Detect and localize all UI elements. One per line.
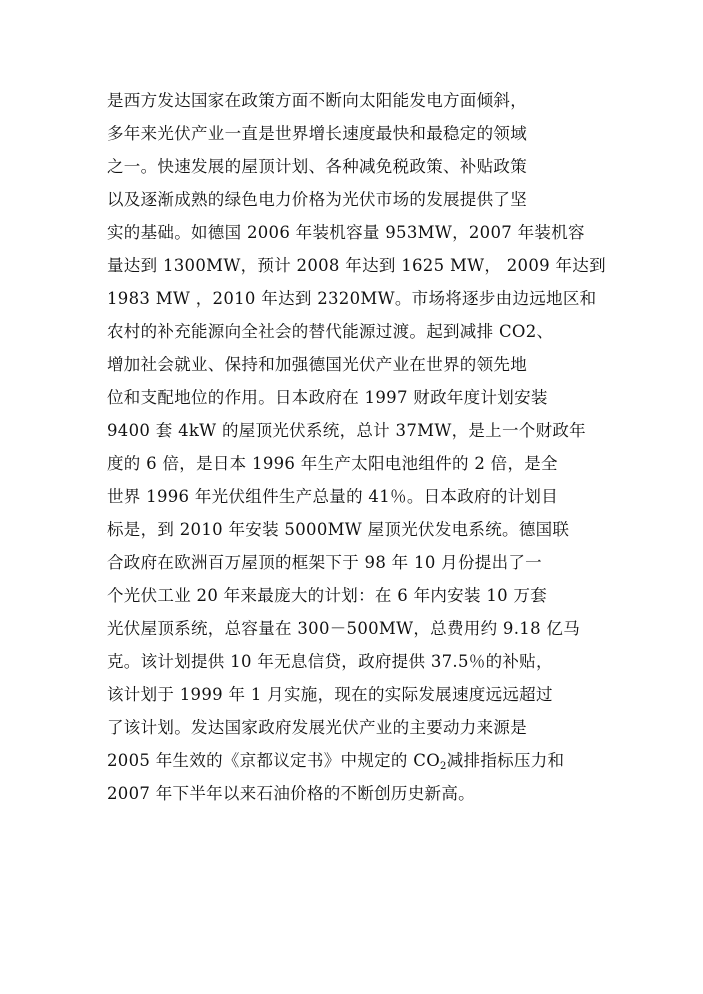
text-line: 光伏屋顶系统，总容量在 300－500MW，总费用约 9.18 亿马 — [107, 619, 581, 638]
text-line: 世界 1996 年光伏组件生产总量的 41％。日本政府的计划目 — [107, 487, 559, 506]
text-line: 9400 套 4kW 的屋顶光伏系统，总计 37MW，是上一个财政年 — [107, 421, 586, 440]
text-line: 增加社会就业、保持和加强德国光伏产业在世界的领先地 — [107, 355, 527, 374]
co2-line-before: 2005 年生效的《京都议定书》中规定的 CO — [107, 751, 441, 770]
text-line-co2 — [107, 746, 607, 776]
text-line: 克。该计划提供 10 年无息信贷，政府提供 37.5％的补贴， — [107, 652, 553, 671]
co2-subscript: 2 — [440, 761, 447, 772]
text-line: 农村的补充能源向全社会的替代能源过渡。起到减排 CO2、 — [107, 322, 554, 341]
text-line: 1983 MW ，2010 年达到 2320MW。市场将逐步由边远地区和 — [107, 289, 597, 308]
text-line: 个光伏工业 20 年来最庞大的计划：在 6 年内安装 10 万套 — [107, 586, 548, 605]
text-line: 了该计划。发达国家政府发展光伏产业的主要动力来源是 — [107, 718, 527, 737]
text-line: 量达到 1300MW，预计 2008 年达到 1625 MW， 2009 年达到 — [107, 256, 606, 275]
text-line: 标是，到 2010 年安装 5000MW 屋顶光伏发电系统。德国联 — [107, 520, 570, 539]
text-line: 之一。快速发展的屋顶计划、各种减免税政策、补贴政策 — [107, 157, 527, 176]
text-line: 多年来光伏产业一直是世界增长速度最快和最稳定的领域 — [107, 124, 527, 143]
text-line: 度的 6 倍，是日本 1996 年生产太阳电池组件的 2 倍，是全 — [107, 454, 558, 473]
text-line: 合政府在欧洲百万屋顶的框架下于 98 年 10 月份提出了一 — [107, 553, 542, 572]
text-line: 位和支配地位的作用。日本政府在 1997 财政年度计划安装 — [107, 388, 548, 407]
text-line: 是西方发达国家在政策方面不断向太阳能发电方面倾斜， — [107, 91, 527, 110]
text-line: 该计划于 1999 年 1 月实施，现在的实际发展速度远远超过 — [107, 685, 553, 704]
text-line: 以及逐渐成熟的绿色电力价格为光伏市场的发展提供了坚 — [107, 190, 527, 209]
text-line-last: 2007 年下半年以来石油价格的不断创历史新高。 — [107, 784, 475, 803]
co2-line-after: 减排指标压力和 — [446, 751, 565, 770]
text-line: 实的基础。如德国 2006 年装机容量 953MW，2007 年装机容 — [107, 223, 585, 242]
body-paragraph — [107, 86, 607, 812]
